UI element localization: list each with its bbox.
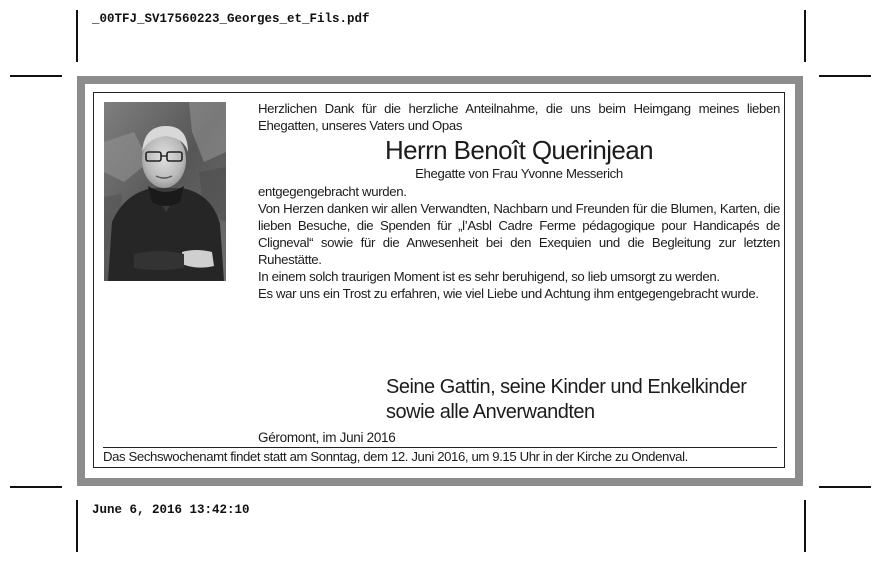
crop-mark-left-top — [10, 75, 62, 77]
print-timestamp: June 6, 2016 13:42:10 — [92, 503, 250, 517]
crop-mark-right-top — [819, 75, 871, 77]
place-date: Géromont, im Juni 2016 — [258, 430, 396, 445]
signature-line-1: Seine Gattin, seine Kinder und Enkelkinder — [386, 376, 747, 398]
spouse-line: Ehegatte von Frau Yvonne Messerich — [415, 166, 623, 181]
pdf-filename: _00TFJ_SV17560223_Georges_et_Fils.pdf — [92, 12, 370, 26]
notice-box — [93, 92, 785, 468]
comfort-paragraph: In einem solch traurigen Moment ist es sehr beruhigend, so lieb umsorgt zu werden. — [258, 269, 720, 284]
crop-mark-bottom-right — [804, 500, 806, 552]
mass-announcement: Das Sechswochenamt findet statt am Sonntag, dem 12. Juni 2016, um 9.15 Uhr in der Kirche zu Ondenval. — [103, 449, 688, 464]
crop-mark-top-right — [804, 10, 806, 62]
signature-block — [386, 375, 746, 425]
crop-mark-left-bottom — [10, 486, 62, 488]
notice-text — [258, 100, 780, 302]
signature-line-2: sowie alle Anverwandten — [386, 401, 595, 423]
deceased-name: Herrn Benoît Querinjean — [384, 135, 654, 165]
crop-mark-top-left — [76, 10, 78, 62]
received-line: entgegengebracht wurden. — [258, 184, 407, 199]
intro-text: Herzlichen Dank für die herzliche Anteilnahme, die uns beim Heimgang meines lieben Ehegatten, unseres Vaters und Opas — [258, 101, 780, 133]
notice-frame — [77, 76, 803, 486]
respect-paragraph: Es war uns ein Trost zu erfahren, wie viel Liebe und Achtung ihm entgegengebracht wurde. — [258, 286, 759, 301]
notice-background — [85, 84, 795, 478]
crop-mark-right-bottom — [819, 486, 871, 488]
thanks-paragraph: Von Herzen danken wir allen Verwandten, Nachbarn und Freunden für die Blumen, Karten, die lieben Besuche, die Spenden für „l’Asbl Cadre Ferme pédagogique pour Handicapés de Cligneval“ sowie für die Anwesenheit bei den Exequien und die Begleitung zur letzten Ruhestätte. — [258, 201, 780, 267]
divider-rule — [103, 447, 777, 448]
crop-mark-bottom-left — [76, 500, 78, 552]
portrait-photo — [104, 102, 226, 281]
